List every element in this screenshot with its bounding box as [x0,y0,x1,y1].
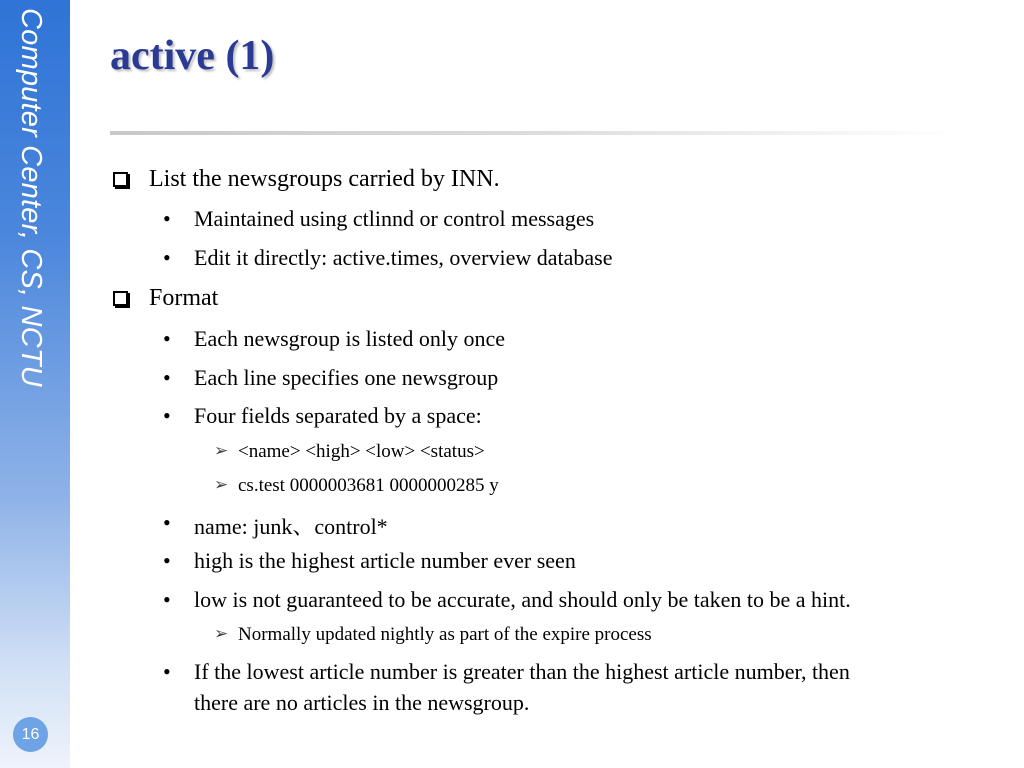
bullet-text: Format [149,285,219,311]
dot-bullet-icon: • [163,245,171,270]
bullet-text: Each newsgroup is listed only once [194,326,505,351]
bullet-text: Four fields separated by a space: [194,403,482,428]
bullet-text: <name> <high> <low> <status> [238,441,485,462]
page-number-badge: 16 [13,717,48,752]
dot-bullet-icon: • [163,587,171,612]
bullet-text: high is the highest article number ever seen [194,548,576,573]
sidebar-banner [0,0,70,768]
bullet-text: Edit it directly: active.times, overview database [194,245,613,270]
dot-bullet-icon: • [163,403,171,428]
checkbox-bullet-icon [113,291,128,306]
dot-bullet-icon: • [163,365,171,390]
arrow-bullet-icon: ➢ [214,441,229,460]
bullet-text: name: junk、control* [194,514,388,539]
arrow-bullet-icon: ➢ [214,624,229,643]
arrow-bullet-icon: ➢ [214,475,229,494]
bullet-text: If the lowest article number is greater than the highest article number, then [194,659,850,684]
bullet-text: Each line specifies one newsgroup [194,365,499,390]
sidebar-title: Computer Center, CS, NCTU [15,8,47,387]
dot-bullet-icon: • [163,206,171,231]
checkbox-bullet-icon [113,172,128,187]
bullet-text: Normally updated nightly as part of the expire process [238,624,652,645]
dot-bullet-icon: • [163,326,171,351]
title-divider [110,131,960,135]
bullet-text: Maintained using ctlinnd or control messages [194,206,595,231]
dot-bullet-icon: • [163,659,171,684]
dot-bullet-icon: • [163,548,171,573]
bullet-text: cs.test 0000003681 0000000285 y [238,475,499,496]
dot-bullet-icon: • [163,510,171,535]
bullet-text: low is not guaranteed to be accurate, and should only be taken to be a hint. [194,587,851,612]
bullet-text: List the newsgroups carried by INN. [149,166,500,192]
bullet-text: there are no articles in the newsgroup. [194,690,530,715]
slide-title: active (1) [110,33,275,79]
